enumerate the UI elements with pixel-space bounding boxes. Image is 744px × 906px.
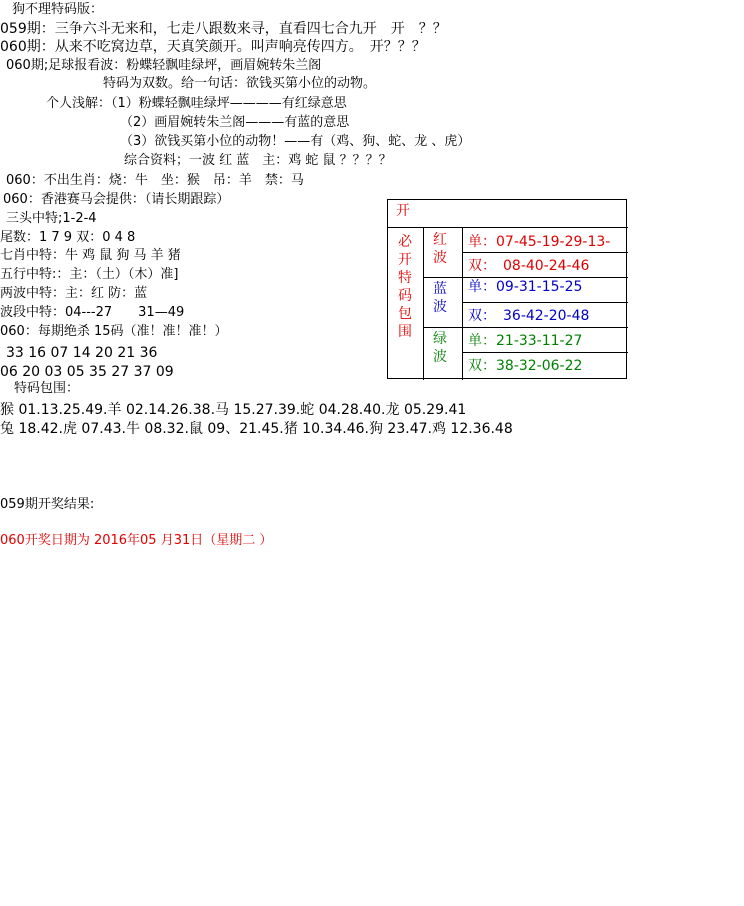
table-left-label: 必开特码包围 xyxy=(398,234,412,340)
title: 狗不理特码版： xyxy=(12,2,104,17)
surround-row-1: 猴 01.13.25.49.羊 02.14.26.38.马 15.27.39.蛇 04.28.40.龙 05.29.41 xyxy=(0,402,467,418)
red-wave-label: 红波 xyxy=(433,232,447,266)
summary: 综合资料；一波 红 蓝 主：鸡 蛇 鼠 ？？？？ xyxy=(124,153,392,168)
surround-row-2: 兔 18.42.虎 07.43.牛 08.32.鼠 09、21.45.猪 10.34.46.狗 23.47.鸡 12.36.48 xyxy=(0,421,513,437)
riddle-060: 060期：从来不吃窝边草，天真笑颜开。叫声响亮传四方。 开？？？ xyxy=(0,39,426,55)
special-clue: 特码为双数。给一句话：欲钱买第小位的动物。 xyxy=(103,76,377,91)
blue-double: 双： 36-42-20-48 xyxy=(468,308,590,324)
zodiac-excluded: 060：不出生肖：烧：牛 坐：猴 吊：羊 禁：马 xyxy=(6,173,304,188)
color-wave-table xyxy=(387,199,627,379)
green-single: 单：21-33-11-27 xyxy=(468,333,583,349)
two-waves: 两波中特：主：红 防：蓝 xyxy=(0,286,148,301)
tail-numbers: 尾数：1 7 9 双：0 4 8 xyxy=(0,230,136,245)
result-059: 059期开奖结果: xyxy=(0,497,95,512)
riddle-059: 059期：三争六斗无来和，七走八跟数来寻，直看四七合九开 开 ？？ xyxy=(0,21,447,37)
table-header: 开 xyxy=(396,203,410,219)
red-double: 双： 08-40-24-46 xyxy=(468,258,590,274)
red-single: 单：07-45-19-29-13- xyxy=(468,234,611,250)
analysis-1: 个人浅解：（1）粉蝶轻飘哇绿坪————有红绿意思 xyxy=(46,96,347,111)
five-elements: 五行中特:：主：（土）（木）准] xyxy=(0,267,179,282)
three-heads: 三头中特;1-2-4 xyxy=(6,211,97,226)
kill-15: 060：每期绝杀 15码（准！准！准！） xyxy=(0,324,228,339)
blue-wave-label: 蓝波 xyxy=(433,281,447,315)
blue-single: 单：09-31-15-25 xyxy=(468,279,583,295)
kill-numbers-1: 33 16 07 14 20 21 36 xyxy=(6,345,158,361)
wave-range: 波段中特：04---27 31—49 xyxy=(0,305,185,320)
green-double: 双：38-32-06-22 xyxy=(468,358,583,374)
kill-numbers-2: 06 20 03 05 35 27 37 09 xyxy=(0,364,174,380)
green-wave-label: 绿波 xyxy=(433,331,447,365)
source-line: 060：香港赛马会提供：（请长期跟踪） xyxy=(3,192,230,207)
football-clue: 060期;足球报看波：粉蝶轻飘哇绿坪，画眉婉转朱兰阁 xyxy=(6,58,322,73)
draw-date-060: 060开奖日期为 2016年05 月31日（星期二 ） xyxy=(0,533,273,548)
analysis-3: （3）欲钱买第小位的动物！——有（鸡、狗、蛇、龙 、虎） xyxy=(120,134,471,149)
seven-zodiacs: 七肖中特：牛 鸡 鼠 狗 马 羊 猪 xyxy=(0,248,181,263)
analysis-2: （2）画眉婉转朱兰阁———有蓝的意思 xyxy=(120,115,350,130)
special-surround-label: 特码包围： xyxy=(14,381,80,396)
